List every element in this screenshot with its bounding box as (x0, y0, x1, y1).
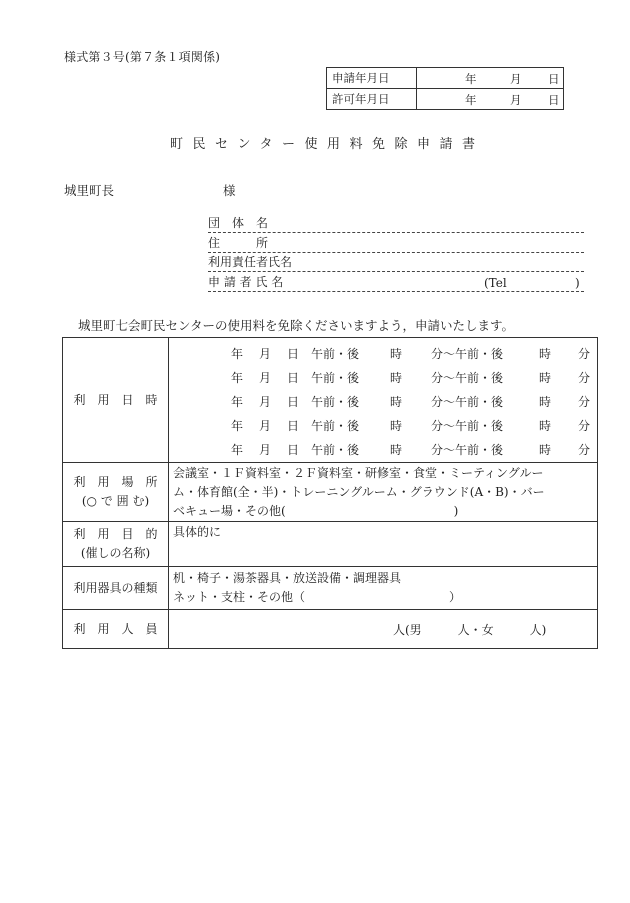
usage-place-row (63, 463, 598, 522)
day-unit: 日 (287, 395, 300, 409)
hour-unit: 時 (539, 371, 552, 385)
hour-unit: 時 (539, 419, 552, 433)
day-unit: 日 (287, 347, 300, 361)
document-title: 町民センター使用料免除申請書 (170, 137, 485, 152)
attendees-label: 利 用 人 員 (63, 610, 169, 649)
hour-unit: 時 (539, 443, 552, 457)
usage-datetime-label: 利 用 日 時 (63, 338, 169, 463)
minute-to-ampm: 分〜午前・後 (431, 443, 504, 457)
day-unit: 日 (548, 72, 560, 86)
hour-unit: 時 (539, 347, 552, 361)
month-unit: 月 (510, 72, 522, 86)
application-date-field[interactable] (417, 68, 564, 89)
form-number: 様式第３号(第７条１項関係) (64, 50, 221, 64)
minute-unit: 分 (578, 443, 591, 457)
datetime-line[interactable] (169, 412, 597, 436)
usage-place-label-note: (○ で 囲 む) (81, 494, 150, 508)
permission-date-label: 許可年月日 (327, 89, 417, 110)
minute-unit: 分 (578, 419, 591, 433)
equipment-cell[interactable] (169, 567, 598, 610)
hour-unit: 時 (390, 419, 403, 433)
request-statement: 城里町七会町民センターの使用料を免除くださいますよう，申請いたします。 (78, 318, 515, 333)
tel-close: ) (575, 276, 580, 290)
year-unit: 年 (231, 419, 244, 433)
usage-place-label (63, 463, 169, 522)
month-unit: 月 (259, 419, 272, 433)
group-name-label: 団 体 名 (208, 216, 269, 230)
day-unit: 日 (287, 419, 300, 433)
minute-unit: 分 (578, 347, 591, 361)
usage-purpose-label (63, 522, 169, 567)
equipment-row (63, 567, 598, 610)
equipment-options-line[interactable]: 机・椅子・湯茶器具・放送設備・調理器具 (173, 571, 402, 585)
place-options-line[interactable]: ム・体育館(全・半)・トレーニングルーム・グラウンド(A・B)・バー (173, 484, 545, 499)
applicant-name-label: 申 請 者 氏 名 (208, 275, 284, 289)
year-unit: 年 (465, 93, 477, 107)
ampm-start: 午前・後 (311, 371, 360, 385)
tel-label: (Tel (484, 276, 507, 290)
applicant-name-field[interactable] (208, 275, 584, 292)
permission-date-field[interactable] (417, 89, 564, 110)
month-unit: 月 (259, 443, 272, 457)
minute-to-ampm: 分〜午前・後 (431, 395, 504, 409)
ampm-start: 午前・後 (311, 419, 360, 433)
usage-purpose-row (63, 522, 598, 567)
datetime-line[interactable] (169, 388, 597, 412)
place-options-line[interactable]: ベキュー場・その他( ) (173, 503, 459, 518)
address-label: 住 所 (208, 236, 269, 250)
hour-unit: 時 (390, 443, 403, 457)
minute-to-ampm: 分〜午前・後 (431, 371, 504, 385)
place-options-line[interactable]: 会議室・１Ｆ資料室・２Ｆ資料室・研修室・食堂・ミーティングルー (173, 465, 544, 480)
month-unit: 月 (259, 371, 272, 385)
month-unit: 月 (510, 93, 522, 107)
month-unit: 月 (259, 347, 272, 361)
month-unit: 月 (259, 395, 272, 409)
address-field[interactable] (208, 236, 584, 253)
usage-place-label-main: 利 用 場 所 (73, 475, 158, 489)
minute-unit: 分 (578, 395, 591, 409)
year-unit: 年 (465, 72, 477, 86)
usage-purpose-label-main: 利 用 目 的 (73, 527, 158, 541)
year-unit: 年 (231, 443, 244, 457)
hour-unit: 時 (390, 371, 403, 385)
attendees-breakdown: 人(男 人・女 人) (393, 623, 547, 637)
responsible-person-field[interactable] (208, 255, 584, 272)
minute-unit: 分 (578, 371, 591, 385)
date-box (326, 67, 564, 110)
datetime-line[interactable] (169, 364, 597, 388)
usage-purpose-label-note: (催しの名称) (80, 546, 151, 560)
application-date-row (327, 68, 564, 89)
datetime-line[interactable] (169, 340, 597, 364)
datetime-line[interactable] (169, 436, 597, 460)
group-name-field[interactable] (208, 216, 584, 233)
equipment-label: 利用器具の種類 (63, 567, 169, 610)
usage-table (62, 337, 598, 649)
minute-to-ampm: 分〜午前・後 (431, 347, 504, 361)
day-unit: 日 (287, 371, 300, 385)
day-unit: 日 (548, 93, 560, 107)
responsible-person-label: 利用責任者氏名 (208, 255, 293, 269)
hour-unit: 時 (390, 347, 403, 361)
year-unit: 年 (231, 371, 244, 385)
year-unit: 年 (231, 347, 244, 361)
day-unit: 日 (287, 443, 300, 457)
ampm-start: 午前・後 (311, 347, 360, 361)
application-date-label: 申請年月日 (327, 68, 417, 89)
year-unit: 年 (231, 395, 244, 409)
honorific: 様 (223, 183, 236, 198)
purpose-hint: 具体的に (173, 525, 222, 539)
usage-place-cell[interactable] (169, 463, 598, 522)
ampm-start: 午前・後 (311, 395, 360, 409)
usage-datetime-cell[interactable] (169, 338, 598, 463)
hour-unit: 時 (390, 395, 403, 409)
attendees-cell[interactable] (169, 610, 598, 649)
usage-datetime-row (63, 338, 598, 463)
usage-purpose-cell[interactable] (169, 522, 598, 567)
minute-to-ampm: 分〜午前・後 (431, 419, 504, 433)
equipment-options-line[interactable]: ネット・支柱・その他（ ） (173, 590, 462, 604)
ampm-start: 午前・後 (311, 443, 360, 457)
attendees-row (63, 610, 598, 649)
hour-unit: 時 (539, 395, 552, 409)
permission-date-row (327, 89, 564, 110)
addressee: 城里町長 (64, 183, 115, 198)
